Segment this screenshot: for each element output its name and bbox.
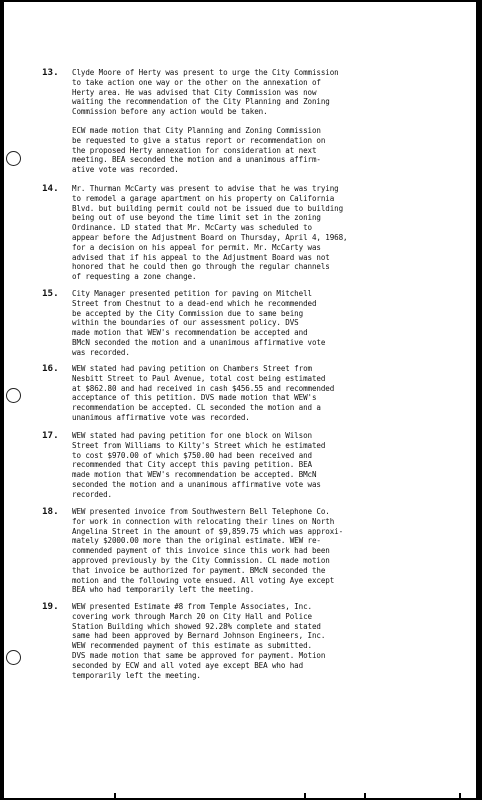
item-number: 15. [42,288,59,299]
punch-hole [6,650,21,665]
minutes-item-18 [42,507,476,595]
item-paragraph: Clyde Moore of Herty was present to urge the City Commission to take action one way or the other on the annexation of Herty area. He was advised that City Commission was now waiting the recommendation of the City Planning and Zoning Commission before any action would be taken. [72,68,339,117]
scan-edge-marks [4,792,476,798]
minutes-item-17 [42,431,476,500]
minutes-item-14 [42,184,476,282]
item-number: 19. [42,601,59,612]
item-paragraph: City Manager presented petition for paving on Mitchell Street from Chestnut to a dead-end which he recommended be accepted by the City Commission due to same being within the boundaries of our assessment policy. DVS made motion that WEW's recommendation be accepted and BMcN seconded the motion and a unanimous affirmative vote was recorded. [72,289,326,357]
item-paragraph: Mr. Thurman McCarty was present to advise that he was trying to remodel a garage apartment on his property on California Blvd. but building permit could not be issued due to building being out of use beyond the time limit set in the zoning Ordinance. LD stated that Mr. McCarty was scheduled to appear before the Adjustment Board on Thursday, April 4, 1968, for a decision on his appeal for permit. Mr. McCarty was advised that if his appeal to the Adjustment Board was not honored that he could then go through the regular channels of requesting a zone change. [72,184,348,282]
item-paragraph: ECW made motion that City Planning and Zoning Commission be requested to give a status report or recommendation on the proposed Herty annexation for consideration at next meeting. BEA seconded the motion and a unanimous affirm- ative vote was recorded. [72,125,326,175]
item-paragraph: WEW stated had paving petition on Chambers Street from Nesbitt Street to Paul Avenue, total cost being estimated at $862.80 and had received in cash $456.55 and recommended acceptance of this petition. DVS made motion that WEW's recommendation be accepted. CL seconded the motion and a unanimous affirmative vote was recorded. [72,364,335,422]
item-paragraph: WEW presented Estimate #8 from Temple Associates, Inc. covering work through March 20 on City Hall and Police Station Building which showed 92.28% complete and stated same had been approved by Bernard Johnson Engineers, Inc. WEW recommended payment of this estimate as submitted. DVS made motion that same be approved for payment. Motion seconded by ECW and all voted aye except BEA who had temporarily left the meeting. [72,602,326,680]
minutes-page [4,2,476,798]
minutes-item-15 [42,289,476,358]
item-number: 14. [42,183,59,194]
item-number: 16. [42,363,59,374]
item-number: 18. [42,506,59,517]
punch-hole [6,151,21,166]
minutes-item-19 [42,602,476,680]
punch-hole [6,388,21,403]
item-number: 13. [42,67,59,78]
minutes-item-16 [42,364,476,423]
item-paragraph: WEW presented invoice from Southwestern Bell Telephone Co. for work in connection with relocating their lines on North Angelina Street in the amount of $9,859.75 which was approxi- mately $2000.00 more than the original estimate. WEW re- commended payment of this invoice since this work had been approved previously by the City Commission. CL made motion that invoice be authorized for payment. BMcN seconded the motion and the following vote ensued. All voting Aye except BEA who had temporarily left the meeting. [72,507,344,595]
item-number: 17. [42,430,59,441]
minutes-item-13 [42,68,476,175]
item-paragraph: WEW stated had paving petition for one block on Wilson Street from Williams to Kilty's Street which he estimated to cost $970.00 of which $750.00 had been received and recommended that City accept this paving petition. BEA made motion that WEW's recommendation be accepted. BMcN seconded the motion and a unanimous affirmative vote was recorded. [72,431,326,499]
